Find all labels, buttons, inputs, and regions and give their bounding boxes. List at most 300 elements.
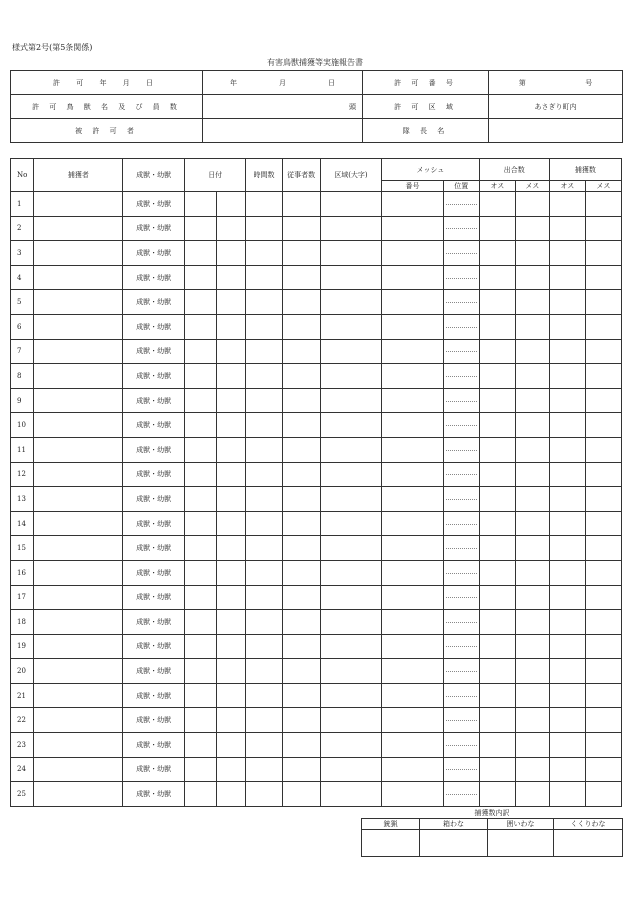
sightings-male-cell[interactable] xyxy=(479,413,515,438)
mesh-number-cell[interactable] xyxy=(382,536,444,561)
species-count-field[interactable] xyxy=(203,95,363,119)
mesh-position-cell[interactable] xyxy=(443,437,479,462)
hunter-cell[interactable] xyxy=(34,437,123,462)
captures-male-cell[interactable] xyxy=(549,413,585,438)
sightings-male-cell[interactable] xyxy=(479,757,515,782)
workers-cell[interactable] xyxy=(282,314,320,339)
captures-female-cell[interactable] xyxy=(585,560,621,585)
captures-male-cell[interactable] xyxy=(549,290,585,315)
date-day-cell[interactable] xyxy=(216,314,246,339)
hours-cell[interactable] xyxy=(246,314,282,339)
date-month-cell[interactable] xyxy=(184,314,216,339)
district-cell[interactable] xyxy=(320,290,382,315)
sightings-male-cell[interactable] xyxy=(479,733,515,758)
date-day-cell[interactable] xyxy=(216,560,246,585)
sightings-male-cell[interactable] xyxy=(479,634,515,659)
captures-male-cell[interactable] xyxy=(549,364,585,389)
captures-male-cell[interactable] xyxy=(549,634,585,659)
captures-female-cell[interactable] xyxy=(585,413,621,438)
sightings-male-cell[interactable] xyxy=(479,339,515,364)
district-cell[interactable] xyxy=(320,708,382,733)
mesh-position-cell[interactable] xyxy=(443,634,479,659)
workers-cell[interactable] xyxy=(282,388,320,413)
workers-cell[interactable] xyxy=(282,634,320,659)
workers-cell[interactable] xyxy=(282,610,320,635)
date-month-cell[interactable] xyxy=(184,462,216,487)
district-cell[interactable] xyxy=(320,265,382,290)
hours-cell[interactable] xyxy=(246,487,282,512)
mesh-number-cell[interactable] xyxy=(382,314,444,339)
workers-cell[interactable] xyxy=(282,462,320,487)
mesh-number-cell[interactable] xyxy=(382,437,444,462)
sightings-female-cell[interactable] xyxy=(515,659,549,684)
mesh-number-cell[interactable] xyxy=(382,708,444,733)
date-day-cell[interactable] xyxy=(216,511,246,536)
sightings-female-cell[interactable] xyxy=(515,733,549,758)
mesh-number-cell[interactable] xyxy=(382,216,444,241)
date-month-cell[interactable] xyxy=(184,683,216,708)
date-day-cell[interactable] xyxy=(216,339,246,364)
hunter-cell[interactable] xyxy=(34,388,123,413)
breakdown-snare-trap-value[interactable] xyxy=(554,830,623,857)
mesh-position-cell[interactable] xyxy=(443,241,479,266)
hunter-cell[interactable] xyxy=(34,314,123,339)
sightings-female-cell[interactable] xyxy=(515,265,549,290)
mesh-number-cell[interactable] xyxy=(382,610,444,635)
workers-cell[interactable] xyxy=(282,708,320,733)
workers-cell[interactable] xyxy=(282,364,320,389)
workers-cell[interactable] xyxy=(282,339,320,364)
date-day-cell[interactable] xyxy=(216,290,246,315)
captures-female-cell[interactable] xyxy=(585,610,621,635)
sightings-male-cell[interactable] xyxy=(479,364,515,389)
mesh-number-cell[interactable] xyxy=(382,733,444,758)
hours-cell[interactable] xyxy=(246,388,282,413)
district-cell[interactable] xyxy=(320,610,382,635)
captures-male-cell[interactable] xyxy=(549,708,585,733)
hours-cell[interactable] xyxy=(246,683,282,708)
hours-cell[interactable] xyxy=(246,364,282,389)
permit-number-field[interactable] xyxy=(489,71,623,95)
hours-cell[interactable] xyxy=(246,462,282,487)
permit-date-field[interactable] xyxy=(203,71,363,95)
mesh-number-cell[interactable] xyxy=(382,241,444,266)
mesh-position-cell[interactable] xyxy=(443,364,479,389)
sightings-female-cell[interactable] xyxy=(515,511,549,536)
captures-female-cell[interactable] xyxy=(585,388,621,413)
workers-cell[interactable] xyxy=(282,511,320,536)
mesh-position-cell[interactable] xyxy=(443,782,479,807)
date-day-cell[interactable] xyxy=(216,782,246,807)
district-cell[interactable] xyxy=(320,216,382,241)
mesh-position-cell[interactable] xyxy=(443,388,479,413)
district-cell[interactable] xyxy=(320,634,382,659)
date-day-cell[interactable] xyxy=(216,216,246,241)
breakdown-gun-value[interactable] xyxy=(362,830,420,857)
sightings-female-cell[interactable] xyxy=(515,536,549,561)
captures-female-cell[interactable] xyxy=(585,757,621,782)
captures-female-cell[interactable] xyxy=(585,314,621,339)
hunter-cell[interactable] xyxy=(34,413,123,438)
sightings-female-cell[interactable] xyxy=(515,462,549,487)
sightings-female-cell[interactable] xyxy=(515,560,549,585)
captures-male-cell[interactable] xyxy=(549,314,585,339)
date-month-cell[interactable] xyxy=(184,536,216,561)
mesh-number-cell[interactable] xyxy=(382,560,444,585)
district-cell[interactable] xyxy=(320,659,382,684)
date-day-cell[interactable] xyxy=(216,757,246,782)
hours-cell[interactable] xyxy=(246,585,282,610)
date-day-cell[interactable] xyxy=(216,364,246,389)
sightings-female-cell[interactable] xyxy=(515,339,549,364)
district-cell[interactable] xyxy=(320,241,382,266)
breakdown-enclosure-trap-value[interactable] xyxy=(488,830,554,857)
mesh-position-cell[interactable] xyxy=(443,536,479,561)
mesh-position-cell[interactable] xyxy=(443,757,479,782)
workers-cell[interactable] xyxy=(282,757,320,782)
district-cell[interactable] xyxy=(320,487,382,512)
workers-cell[interactable] xyxy=(282,659,320,684)
workers-cell[interactable] xyxy=(282,241,320,266)
sightings-male-cell[interactable] xyxy=(479,290,515,315)
mesh-number-cell[interactable] xyxy=(382,339,444,364)
captures-female-cell[interactable] xyxy=(585,241,621,266)
sightings-male-cell[interactable] xyxy=(479,782,515,807)
captures-female-cell[interactable] xyxy=(585,782,621,807)
mesh-position-cell[interactable] xyxy=(443,610,479,635)
sightings-male-cell[interactable] xyxy=(479,536,515,561)
mesh-number-cell[interactable] xyxy=(382,683,444,708)
captures-female-cell[interactable] xyxy=(585,659,621,684)
workers-cell[interactable] xyxy=(282,216,320,241)
captures-male-cell[interactable] xyxy=(549,683,585,708)
sightings-female-cell[interactable] xyxy=(515,585,549,610)
workers-cell[interactable] xyxy=(282,290,320,315)
hunter-cell[interactable] xyxy=(34,733,123,758)
captures-female-cell[interactable] xyxy=(585,487,621,512)
workers-cell[interactable] xyxy=(282,782,320,807)
district-cell[interactable] xyxy=(320,192,382,217)
date-month-cell[interactable] xyxy=(184,339,216,364)
captures-female-cell[interactable] xyxy=(585,708,621,733)
sightings-female-cell[interactable] xyxy=(515,192,549,217)
hours-cell[interactable] xyxy=(246,290,282,315)
mesh-number-cell[interactable] xyxy=(382,290,444,315)
date-month-cell[interactable] xyxy=(184,216,216,241)
sightings-female-cell[interactable] xyxy=(515,241,549,266)
mesh-number-cell[interactable] xyxy=(382,782,444,807)
leader-name-field[interactable] xyxy=(489,119,623,143)
date-month-cell[interactable] xyxy=(184,659,216,684)
district-cell[interactable] xyxy=(320,314,382,339)
date-month-cell[interactable] xyxy=(184,511,216,536)
date-month-cell[interactable] xyxy=(184,388,216,413)
sightings-female-cell[interactable] xyxy=(515,708,549,733)
workers-cell[interactable] xyxy=(282,487,320,512)
captures-male-cell[interactable] xyxy=(549,462,585,487)
sightings-male-cell[interactable] xyxy=(479,610,515,635)
sightings-male-cell[interactable] xyxy=(479,192,515,217)
sightings-male-cell[interactable] xyxy=(479,560,515,585)
district-cell[interactable] xyxy=(320,782,382,807)
captures-female-cell[interactable] xyxy=(585,192,621,217)
mesh-position-cell[interactable] xyxy=(443,216,479,241)
mesh-position-cell[interactable] xyxy=(443,659,479,684)
date-month-cell[interactable] xyxy=(184,487,216,512)
hunter-cell[interactable] xyxy=(34,462,123,487)
mesh-number-cell[interactable] xyxy=(382,659,444,684)
hours-cell[interactable] xyxy=(246,413,282,438)
hours-cell[interactable] xyxy=(246,560,282,585)
hunter-cell[interactable] xyxy=(34,659,123,684)
captures-male-cell[interactable] xyxy=(549,437,585,462)
hunter-cell[interactable] xyxy=(34,782,123,807)
mesh-position-cell[interactable] xyxy=(443,339,479,364)
sightings-female-cell[interactable] xyxy=(515,634,549,659)
date-month-cell[interactable] xyxy=(184,364,216,389)
mesh-position-cell[interactable] xyxy=(443,733,479,758)
captures-male-cell[interactable] xyxy=(549,733,585,758)
hunter-cell[interactable] xyxy=(34,265,123,290)
hunter-cell[interactable] xyxy=(34,192,123,217)
hours-cell[interactable] xyxy=(246,265,282,290)
mesh-number-cell[interactable] xyxy=(382,634,444,659)
mesh-number-cell[interactable] xyxy=(382,192,444,217)
district-cell[interactable] xyxy=(320,585,382,610)
captures-female-cell[interactable] xyxy=(585,290,621,315)
captures-male-cell[interactable] xyxy=(549,388,585,413)
captures-female-cell[interactable] xyxy=(585,364,621,389)
hunter-cell[interactable] xyxy=(34,560,123,585)
mesh-position-cell[interactable] xyxy=(443,462,479,487)
sightings-female-cell[interactable] xyxy=(515,487,549,512)
date-month-cell[interactable] xyxy=(184,265,216,290)
date-day-cell[interactable] xyxy=(216,634,246,659)
captures-female-cell[interactable] xyxy=(585,265,621,290)
date-month-cell[interactable] xyxy=(184,290,216,315)
mesh-position-cell[interactable] xyxy=(443,560,479,585)
captures-male-cell[interactable] xyxy=(549,487,585,512)
mesh-number-cell[interactable] xyxy=(382,487,444,512)
hunter-cell[interactable] xyxy=(34,757,123,782)
mesh-position-cell[interactable] xyxy=(443,192,479,217)
sightings-male-cell[interactable] xyxy=(479,216,515,241)
hunter-cell[interactable] xyxy=(34,511,123,536)
breakdown-box-trap-value[interactable] xyxy=(420,830,488,857)
hours-cell[interactable] xyxy=(246,733,282,758)
date-month-cell[interactable] xyxy=(184,634,216,659)
hunter-cell[interactable] xyxy=(34,585,123,610)
sightings-male-cell[interactable] xyxy=(479,585,515,610)
sightings-male-cell[interactable] xyxy=(479,487,515,512)
date-day-cell[interactable] xyxy=(216,437,246,462)
captures-female-cell[interactable] xyxy=(585,585,621,610)
district-cell[interactable] xyxy=(320,339,382,364)
captures-female-cell[interactable] xyxy=(585,462,621,487)
hours-cell[interactable] xyxy=(246,708,282,733)
sightings-male-cell[interactable] xyxy=(479,388,515,413)
date-day-cell[interactable] xyxy=(216,585,246,610)
captures-male-cell[interactable] xyxy=(549,241,585,266)
hours-cell[interactable] xyxy=(246,659,282,684)
mesh-position-cell[interactable] xyxy=(443,708,479,733)
sightings-female-cell[interactable] xyxy=(515,413,549,438)
mesh-position-cell[interactable] xyxy=(443,683,479,708)
hunter-cell[interactable] xyxy=(34,241,123,266)
hours-cell[interactable] xyxy=(246,757,282,782)
hunter-cell[interactable] xyxy=(34,634,123,659)
workers-cell[interactable] xyxy=(282,683,320,708)
sightings-male-cell[interactable] xyxy=(479,511,515,536)
hunter-cell[interactable] xyxy=(34,339,123,364)
date-month-cell[interactable] xyxy=(184,708,216,733)
captures-female-cell[interactable] xyxy=(585,216,621,241)
date-day-cell[interactable] xyxy=(216,610,246,635)
date-day-cell[interactable] xyxy=(216,388,246,413)
workers-cell[interactable] xyxy=(282,733,320,758)
sightings-female-cell[interactable] xyxy=(515,216,549,241)
captures-male-cell[interactable] xyxy=(549,585,585,610)
mesh-position-cell[interactable] xyxy=(443,585,479,610)
captures-male-cell[interactable] xyxy=(549,782,585,807)
mesh-position-cell[interactable] xyxy=(443,314,479,339)
hours-cell[interactable] xyxy=(246,536,282,561)
date-month-cell[interactable] xyxy=(184,241,216,266)
sightings-female-cell[interactable] xyxy=(515,314,549,339)
captures-male-cell[interactable] xyxy=(549,757,585,782)
district-cell[interactable] xyxy=(320,757,382,782)
workers-cell[interactable] xyxy=(282,585,320,610)
hours-cell[interactable] xyxy=(246,511,282,536)
hunter-cell[interactable] xyxy=(34,536,123,561)
date-month-cell[interactable] xyxy=(184,437,216,462)
date-day-cell[interactable] xyxy=(216,241,246,266)
hunter-cell[interactable] xyxy=(34,610,123,635)
captures-female-cell[interactable] xyxy=(585,733,621,758)
sightings-male-cell[interactable] xyxy=(479,241,515,266)
hours-cell[interactable] xyxy=(246,610,282,635)
date-month-cell[interactable] xyxy=(184,585,216,610)
hunter-cell[interactable] xyxy=(34,708,123,733)
mesh-position-cell[interactable] xyxy=(443,511,479,536)
hunter-cell[interactable] xyxy=(34,364,123,389)
captures-female-cell[interactable] xyxy=(585,511,621,536)
workers-cell[interactable] xyxy=(282,265,320,290)
sightings-male-cell[interactable] xyxy=(479,683,515,708)
sightings-female-cell[interactable] xyxy=(515,437,549,462)
date-day-cell[interactable] xyxy=(216,659,246,684)
hunter-cell[interactable] xyxy=(34,683,123,708)
captures-male-cell[interactable] xyxy=(549,536,585,561)
sightings-female-cell[interactable] xyxy=(515,683,549,708)
mesh-number-cell[interactable] xyxy=(382,413,444,438)
captures-male-cell[interactable] xyxy=(549,216,585,241)
date-month-cell[interactable] xyxy=(184,782,216,807)
hunter-cell[interactable] xyxy=(34,290,123,315)
captures-male-cell[interactable] xyxy=(549,339,585,364)
district-cell[interactable] xyxy=(320,536,382,561)
hours-cell[interactable] xyxy=(246,216,282,241)
captures-male-cell[interactable] xyxy=(549,511,585,536)
district-cell[interactable] xyxy=(320,560,382,585)
workers-cell[interactable] xyxy=(282,192,320,217)
date-month-cell[interactable] xyxy=(184,413,216,438)
mesh-number-cell[interactable] xyxy=(382,511,444,536)
date-month-cell[interactable] xyxy=(184,192,216,217)
mesh-number-cell[interactable] xyxy=(382,462,444,487)
sightings-female-cell[interactable] xyxy=(515,290,549,315)
date-day-cell[interactable] xyxy=(216,265,246,290)
sightings-female-cell[interactable] xyxy=(515,364,549,389)
hours-cell[interactable] xyxy=(246,339,282,364)
captures-male-cell[interactable] xyxy=(549,610,585,635)
sightings-female-cell[interactable] xyxy=(515,782,549,807)
workers-cell[interactable] xyxy=(282,413,320,438)
captures-female-cell[interactable] xyxy=(585,683,621,708)
date-day-cell[interactable] xyxy=(216,413,246,438)
sightings-male-cell[interactable] xyxy=(479,462,515,487)
date-day-cell[interactable] xyxy=(216,733,246,758)
hours-cell[interactable] xyxy=(246,241,282,266)
date-day-cell[interactable] xyxy=(216,487,246,512)
district-cell[interactable] xyxy=(320,413,382,438)
captures-male-cell[interactable] xyxy=(549,192,585,217)
hunter-cell[interactable] xyxy=(34,487,123,512)
date-month-cell[interactable] xyxy=(184,610,216,635)
sightings-male-cell[interactable] xyxy=(479,659,515,684)
captures-female-cell[interactable] xyxy=(585,634,621,659)
date-day-cell[interactable] xyxy=(216,536,246,561)
date-day-cell[interactable] xyxy=(216,683,246,708)
sightings-female-cell[interactable] xyxy=(515,388,549,413)
date-day-cell[interactable] xyxy=(216,462,246,487)
date-month-cell[interactable] xyxy=(184,757,216,782)
permittee-field[interactable] xyxy=(203,119,363,143)
mesh-number-cell[interactable] xyxy=(382,585,444,610)
date-day-cell[interactable] xyxy=(216,192,246,217)
district-cell[interactable] xyxy=(320,511,382,536)
mesh-number-cell[interactable] xyxy=(382,388,444,413)
mesh-position-cell[interactable] xyxy=(443,265,479,290)
district-cell[interactable] xyxy=(320,733,382,758)
mesh-position-cell[interactable] xyxy=(443,290,479,315)
sightings-female-cell[interactable] xyxy=(515,757,549,782)
captures-male-cell[interactable] xyxy=(549,659,585,684)
workers-cell[interactable] xyxy=(282,560,320,585)
hours-cell[interactable] xyxy=(246,634,282,659)
sightings-male-cell[interactable] xyxy=(479,265,515,290)
sightings-female-cell[interactable] xyxy=(515,610,549,635)
workers-cell[interactable] xyxy=(282,437,320,462)
date-day-cell[interactable] xyxy=(216,708,246,733)
hours-cell[interactable] xyxy=(246,192,282,217)
district-cell[interactable] xyxy=(320,462,382,487)
mesh-number-cell[interactable] xyxy=(382,757,444,782)
captures-female-cell[interactable] xyxy=(585,437,621,462)
sightings-male-cell[interactable] xyxy=(479,437,515,462)
hours-cell[interactable] xyxy=(246,437,282,462)
district-cell[interactable] xyxy=(320,388,382,413)
mesh-position-cell[interactable] xyxy=(443,413,479,438)
mesh-position-cell[interactable] xyxy=(443,487,479,512)
mesh-number-cell[interactable] xyxy=(382,364,444,389)
date-month-cell[interactable] xyxy=(184,560,216,585)
sightings-male-cell[interactable] xyxy=(479,314,515,339)
hours-cell[interactable] xyxy=(246,782,282,807)
date-month-cell[interactable] xyxy=(184,733,216,758)
captures-male-cell[interactable] xyxy=(549,560,585,585)
district-cell[interactable] xyxy=(320,683,382,708)
